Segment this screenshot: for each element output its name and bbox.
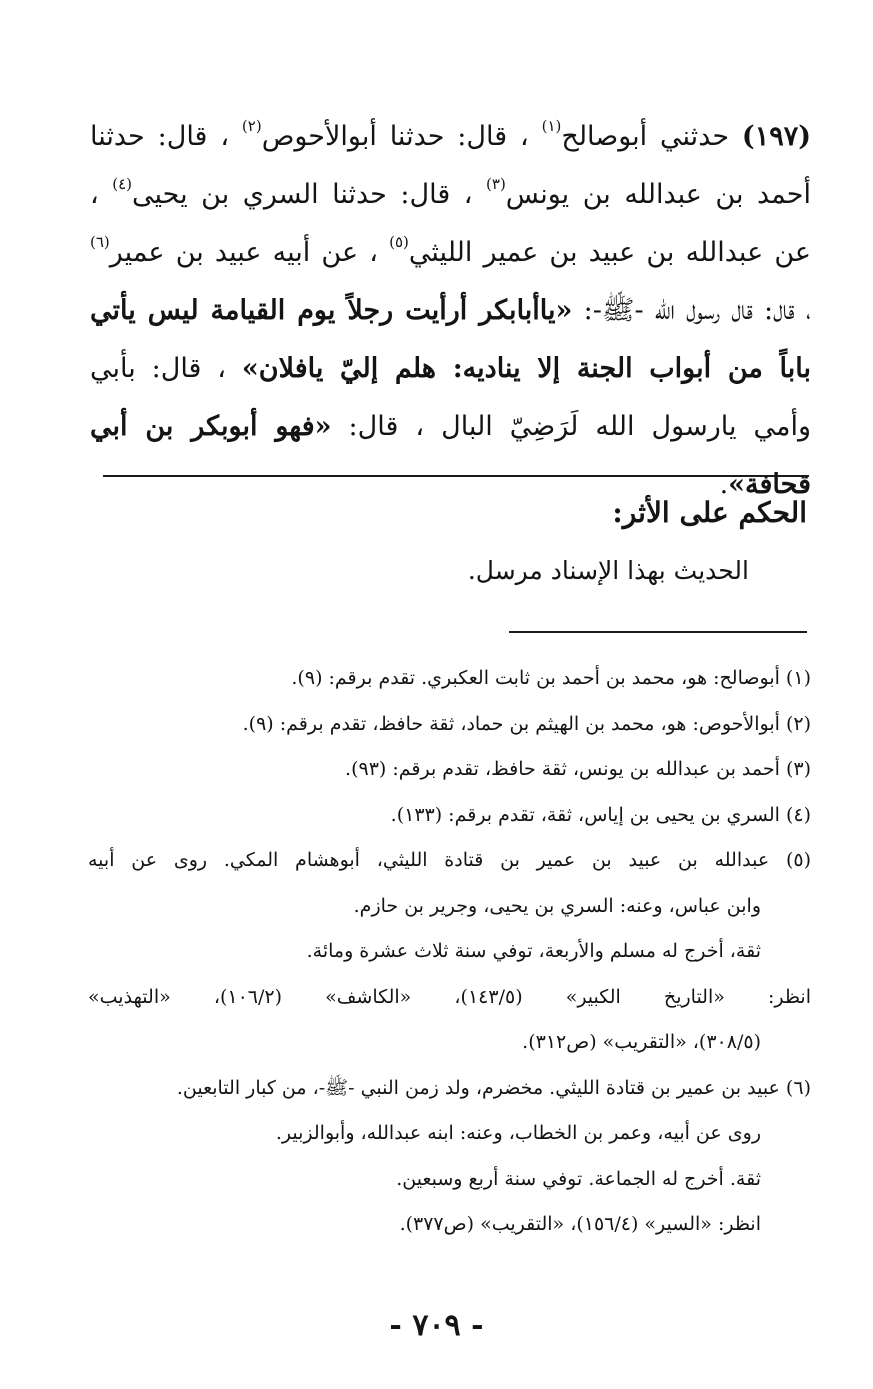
footnote-line: (٦) عبيد بن عمير بن قتادة الليثي. مخضرم، ولد زمن النبي -ﷺ-، من كبار التابعين.: [176, 1076, 811, 1099]
footnote-line: (٥) عبدالله بن عبيد بن عمير بن قتادة الليثي، أبوهشام المكي. روى عن أبيه: [88, 849, 811, 871]
footnote-line: ثقة. أخرج له الجماعة. توفي سنة أربع وسبعين.: [396, 1167, 761, 1190]
page-number: - ٧٠٩ -: [389, 1308, 484, 1343]
footnote-line: انظر: «التاريخ الكبير» (١٤٣/٥)، «الكاشف» (١٠٦/٢)، «التهذيب»: [88, 985, 811, 1008]
footnote-line: وابن عباس، وعنه: السري بن يحيى، وجرير بن حازم.: [353, 894, 761, 917]
footnote-ref: (٣): [486, 175, 506, 193]
hadith-text-part: حدثني أبوصالح: [561, 121, 742, 152]
hadith-text-part: ، قال: حدثنا أبوالأحوص: [261, 121, 542, 152]
hadith-paragraph: [90, 108, 811, 514]
prophetic-quote: «فهو أبوبكر بن أبي قحافة»: [90, 411, 811, 500]
footnote-line: (٣) أحمد بن عبدالله بن يونس، ثقة حافظ، تقدم برقم: (٩٣).: [345, 758, 811, 780]
hadith-text-part: ، قال: حدثنا أحمد بن عبدالله بن يونس: [90, 121, 811, 210]
hadith-text-part: ، عن أبيه عبيد بن عمير: [109, 237, 390, 268]
hadith-number: (١٩٧): [741, 121, 811, 152]
footnote-ref: (٤): [112, 175, 133, 193]
footnote-line: روى عن أبيه، وعمر بن الخطاب، وعنه: ابنه عبدالله، وأبوالزبير.: [275, 1122, 761, 1144]
footnote-divider: [509, 631, 807, 633]
hadith-text-part: ، قال: حدثنا السري بن يحيى: [132, 179, 487, 210]
prophetic-quote: «ياأبابكر أرأيت رجلاً يوم القيامة ليس يأتي باباً من أبواب الجنة إلا يناديه: هلم إليّ يافلان»: [90, 295, 811, 384]
footnote-line: (٢) أبوالأحوص: هو، محمد بن الهيثم بن حماد، ثقة حافظ، تقدم برقم: (٩).: [242, 712, 811, 735]
verdict-text: الحديث بهذا الإسناد مرسل.: [467, 556, 749, 585]
verdict-heading: الحكم على الأثر:: [612, 496, 807, 529]
hadith-text-part: ، قال: بأبي وأمي يارسول الله لَرَضِيّ البال ، قال:: [90, 353, 811, 442]
section-divider: [103, 475, 809, 477]
footnote-line: ثقة، أخرج له مسلم والأربعة، توفي سنة ثلاث عشرة ومائة.: [306, 940, 761, 962]
footnote-ref: (١): [541, 117, 562, 135]
hadith-text-part: ، قال: قال رسول الله -ﷺ-:: [572, 295, 811, 326]
hadith-text-part: .: [719, 469, 729, 500]
footnote-line: انظر: «السير» (١٥٦/٤)، «التقريب» (ص٣٧٧).: [399, 1213, 761, 1235]
footnote-ref: (٦): [90, 233, 110, 251]
footnote-line: (٤) السري بن يحيى بن إياس، ثقة، تقدم برقم: (١٣٣).: [390, 803, 811, 826]
footnote-line: (١) أبوصالح: هو، محمد بن أحمد بن ثابت العكبري. تقدم برقم: (٩).: [291, 667, 811, 689]
footnote-ref: (٢): [241, 117, 262, 135]
footnote-ref: (٥): [389, 233, 409, 251]
footnote-line: (٣٠٨/٥)، «التقريب» (ص٣١٢).: [522, 1031, 761, 1053]
footnotes: [88, 656, 811, 1248]
hadith-text-part: ، عن عبدالله بن عبيد بن عمير الليثي: [90, 179, 811, 268]
